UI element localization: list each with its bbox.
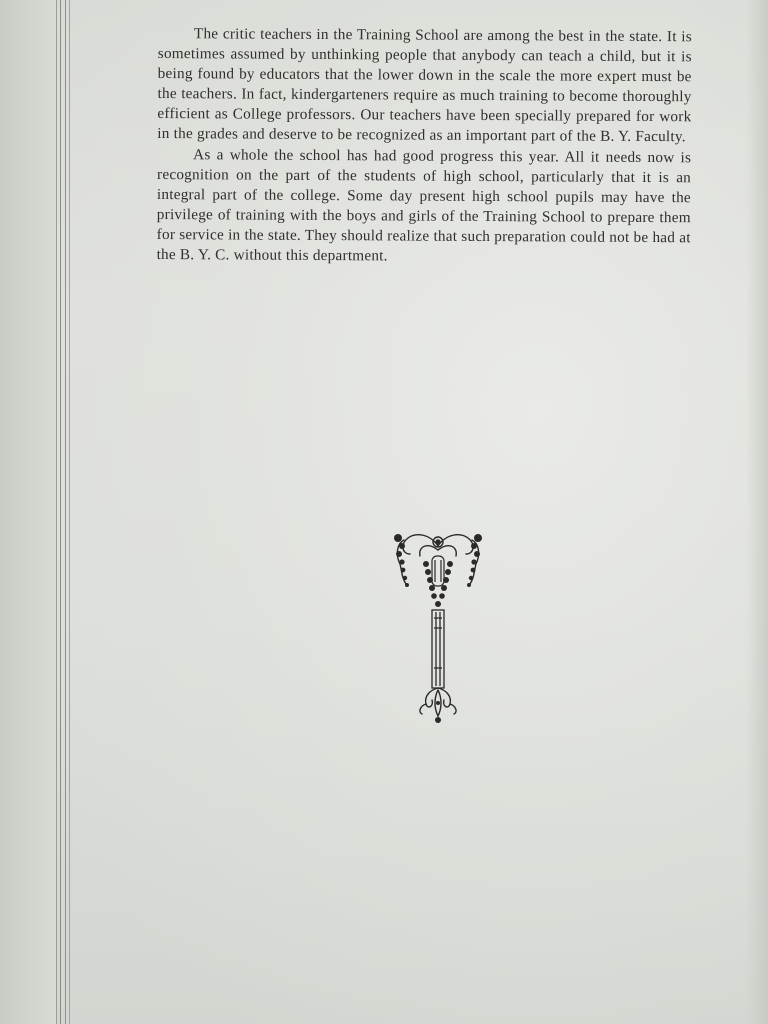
paragraph-critic-teachers: The critic teachers in the Training School are among the best in the state. It is sometimes assumed by unthinking people that anybody can teach a child, but it is being found by educators that the lower down in the scale the more expert must be the teachers. In fact, kindergarteners require as much training to become thoroughly efficient as College professors. Our teachers have been specially prepared for work in the grades and deserve to be recognized as an important part of the B. Y. Faculty. [157,25,692,146]
margin-rule [60,0,61,1024]
margin-rule [65,0,66,1024]
page-margin-strip [0,0,56,1024]
paragraph-school-progress: As a whole the school has had good progress this year. All it needs now is recognition on the part of the students of high school, particularly that it is an integral part of the college. Some day present high school pupils may have the privilege of training with the boys and girls of the Training School to prepare them for service in the state. They should realize that such preparation could not be had at the B. Y. C. without this department. [156,145,692,265]
margin-rule [56,0,57,1024]
page-edge-shadow [746,0,768,1024]
margin-rule [69,0,70,1024]
body-text [157,24,692,268]
floral-vignette-icon [390,528,486,724]
